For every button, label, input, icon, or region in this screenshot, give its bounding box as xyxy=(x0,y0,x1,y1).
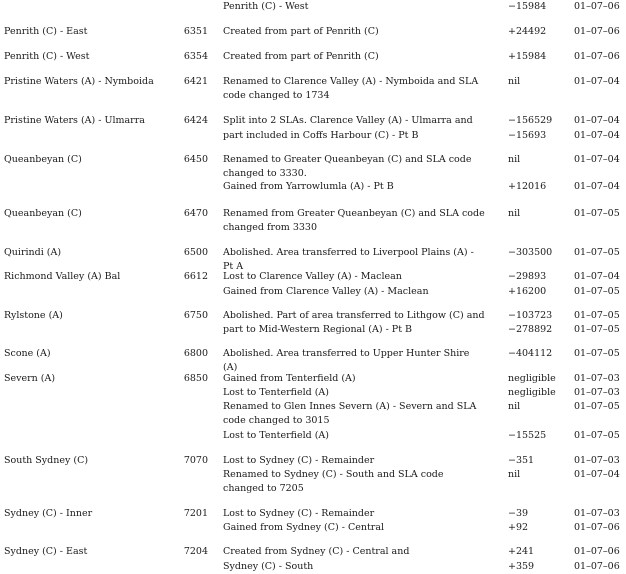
sla-code: 6424 xyxy=(183,115,208,126)
population-change: +15984 xyxy=(508,51,547,62)
change-description: Renamed to Glen Innes Severn (A) - Severn and SLA code changed to 3015 xyxy=(223,401,477,426)
effective-date: 01–07–06 xyxy=(574,1,620,12)
population-change: negligible xyxy=(508,373,556,384)
change-description: Gained from Tenterfield (A) xyxy=(223,373,356,384)
change-description: Renamed to Clarence Valley (A) - Nymboida and SLA code changed to 1734 xyxy=(223,76,479,101)
effective-date: 01–07–04 xyxy=(574,469,620,480)
change-description: Penrith (C) - West xyxy=(223,1,309,12)
effective-date: 01–07–05 xyxy=(574,208,620,219)
population-change: −29893 xyxy=(508,271,547,282)
effective-date: 01–07–05 xyxy=(574,430,620,441)
population-change: nil xyxy=(508,76,521,87)
effective-date: 01–07–04 xyxy=(574,154,620,165)
effective-date: 01–07–04 xyxy=(574,181,620,192)
population-change: −15984 xyxy=(508,1,547,12)
change-description: Renamed from Greater Queanbeyan (C) and SLA code changed from 3330 xyxy=(223,208,485,233)
effective-date: 01–07–06 xyxy=(574,561,620,572)
change-description: Gained from Sydney (C) - Central xyxy=(223,522,385,533)
effective-date: 01–07–05 xyxy=(574,286,620,297)
sla-code: 6450 xyxy=(183,154,208,165)
change-description: Lost to Tenterfield (A) xyxy=(223,430,329,441)
area-name: Sydney (C) - Inner xyxy=(4,508,93,519)
change-description: Lost to Sydney (C) - Remainder xyxy=(223,455,375,466)
effective-date: 01–07–05 xyxy=(574,247,620,258)
change-description: Abolished. Part of area transferred to Lithgow (C) and xyxy=(223,310,485,321)
change-description: Abolished. Area transferred to Liverpool Plains (A) - Pt A xyxy=(223,247,474,272)
effective-date: 01–07–04 xyxy=(574,115,620,126)
change-description: Created from part of Penrith (C) xyxy=(223,51,379,62)
area-name: Queanbeyan (C) xyxy=(4,208,82,219)
change-description: Lost to Tenterfield (A) xyxy=(223,387,329,398)
effective-date: 01–07–03 xyxy=(574,508,620,519)
change-description: Split into 2 SLAs. Clarence Valley (A) - Ulmarra and xyxy=(223,115,473,126)
area-name: Queanbeyan (C) xyxy=(4,154,82,165)
population-change: +241 xyxy=(508,546,535,557)
sla-code: 6850 xyxy=(183,373,208,384)
area-name: Penrith (C) - East xyxy=(4,26,88,37)
effective-date: 01–07–05 xyxy=(574,401,620,412)
change-description: Sydney (C) - South xyxy=(223,561,314,572)
change-description: Created from part of Penrith (C) xyxy=(223,26,379,37)
area-name: Scone (A) xyxy=(4,348,51,359)
change-description: part included in Coffs Harbour (C) - Pt B xyxy=(223,130,419,141)
area-name: Penrith (C) - West xyxy=(4,51,90,62)
population-change: −351 xyxy=(508,455,535,466)
population-change: negligible xyxy=(508,387,556,398)
effective-date: 01–07–05 xyxy=(574,310,620,321)
sla-code: 7204 xyxy=(183,546,208,557)
effective-date: 01–07–06 xyxy=(574,522,620,533)
population-change: −39 xyxy=(508,508,529,519)
population-change: −15525 xyxy=(508,430,547,441)
effective-date: 01–07–03 xyxy=(574,373,620,384)
change-description: Abolished. Area transferred to Upper Hunter Shire (A) xyxy=(223,348,470,373)
population-change: +359 xyxy=(508,561,535,572)
sla-code: 6500 xyxy=(183,247,208,258)
change-description: part to Mid-Western Regional (A) - Pt B xyxy=(223,324,413,335)
population-change: +92 xyxy=(508,522,529,533)
population-change: −15693 xyxy=(508,130,547,141)
population-change: nil xyxy=(508,154,521,165)
area-name: South Sydney (C) xyxy=(4,455,89,466)
population-change: nil xyxy=(508,401,521,412)
population-change: +24492 xyxy=(508,26,547,37)
change-description: Renamed to Greater Queanbeyan (C) and SLA code changed to 3330. xyxy=(223,154,472,179)
population-change: +12016 xyxy=(508,181,547,192)
area-name: Rylstone (A) xyxy=(4,310,63,321)
effective-date: 01–07–03 xyxy=(574,455,620,466)
area-name: Pristine Waters (A) - Nymboida xyxy=(4,76,154,87)
change-description: Created from Sydney (C) - Central and xyxy=(223,546,410,557)
effective-date: 01–07–03 xyxy=(574,387,620,398)
change-description: Gained from Yarrowlumla (A) - Pt B xyxy=(223,181,394,192)
effective-date: 01–07–06 xyxy=(574,51,620,62)
sla-code: 6750 xyxy=(183,310,208,321)
sla-code: 6421 xyxy=(183,76,208,87)
population-change: −303500 xyxy=(508,247,553,258)
area-name: Sydney (C) - East xyxy=(4,546,88,557)
effective-date: 01–07–06 xyxy=(574,546,620,557)
sla-code: 6612 xyxy=(183,271,208,282)
population-change: −103723 xyxy=(508,310,553,321)
sla-code: 6800 xyxy=(183,348,208,359)
change-description: Lost to Sydney (C) - Remainder xyxy=(223,508,375,519)
sla-code: 6351 xyxy=(183,26,208,37)
effective-date: 01–07–04 xyxy=(574,130,620,141)
area-name: Severn (A) xyxy=(4,373,56,384)
effective-date: 01–07–05 xyxy=(574,324,620,335)
population-change: −278892 xyxy=(508,324,553,335)
effective-date: 01–07–04 xyxy=(574,76,620,87)
effective-date: 01–07–06 xyxy=(574,26,620,37)
population-change: −156529 xyxy=(508,115,553,126)
effective-date: 01–07–05 xyxy=(574,348,620,359)
sla-code: 7201 xyxy=(183,508,208,519)
sla-code: 6470 xyxy=(183,208,208,219)
change-description: Renamed to Sydney (C) - South and SLA code changed to 7205 xyxy=(223,469,444,494)
change-description: Lost to Clarence Valley (A) - Maclean xyxy=(223,271,402,282)
sla-code: 7070 xyxy=(183,455,208,466)
change-description: Gained from Clarence Valley (A) - Maclean xyxy=(223,286,429,297)
population-change: nil xyxy=(508,469,521,480)
population-change: −404112 xyxy=(508,348,553,359)
area-name: Richmond Valley (A) Bal xyxy=(4,271,121,282)
sla-code: 6354 xyxy=(183,51,208,62)
population-change: +16200 xyxy=(508,286,547,297)
population-change: nil xyxy=(508,208,521,219)
area-name: Pristine Waters (A) - Ulmarra xyxy=(4,115,145,126)
area-name: Quirindi (A) xyxy=(4,247,62,258)
effective-date: 01–07–04 xyxy=(574,271,620,282)
